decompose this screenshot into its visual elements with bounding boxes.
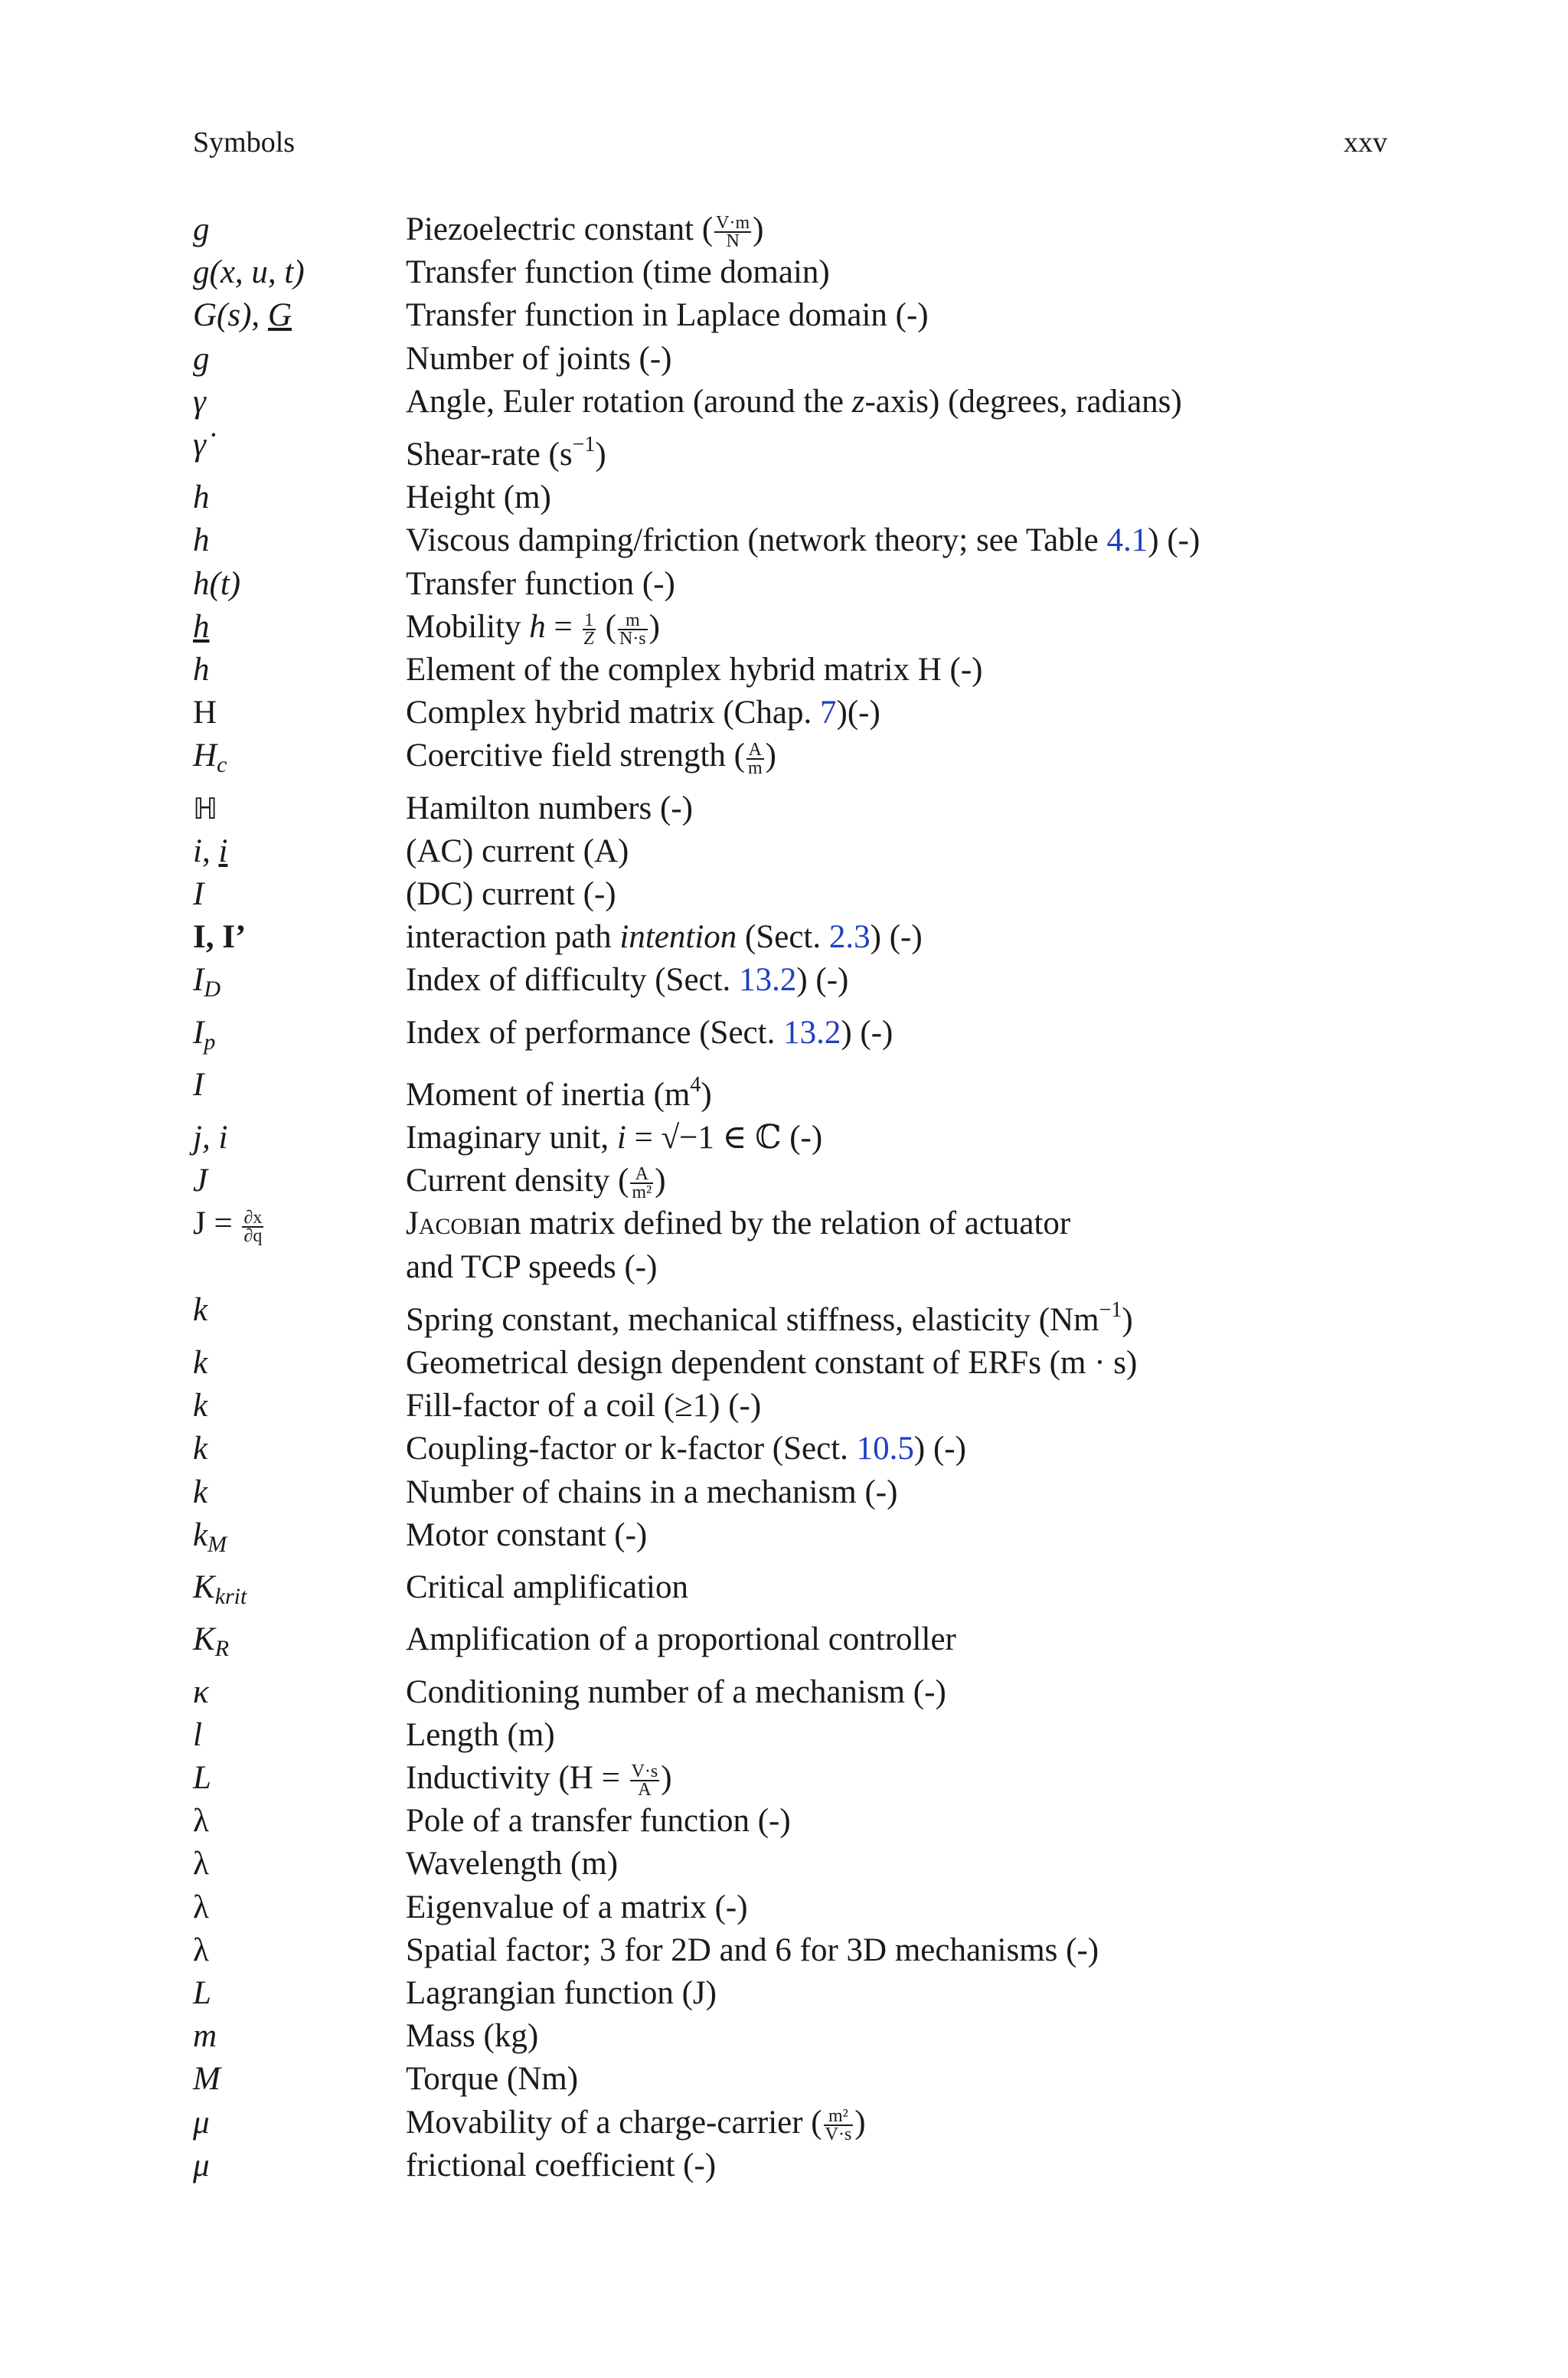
description: Mobility h = $\frac{1}{Z}$ ( $\frac{m}{N\cdot s}$ ) [406,608,660,649]
description: Moment of inertia $(m^4)$ [406,1072,712,1113]
description: Index of performance (Sect. 13.2) (-) [406,1014,893,1051]
description: Shear-rate $(s^{-1})$ [406,433,606,473]
description: Lagrangian function (J) [406,1974,717,2011]
description: Current density ( $\frac{A}{\text{m²}}$ ) [406,1163,666,1203]
description: Number of joints (-) [406,340,672,377]
symbol: h [193,479,210,516]
symbol: h(t) [193,565,241,602]
symbol: J [193,1163,208,1199]
symbol-row [193,1064,1387,1117]
symbol: I, I’ [193,919,247,956]
symbol-row [193,1160,1387,1202]
description: Hamilton numbers (-) [406,790,693,826]
description: Torque (Nm) [406,2061,579,2098]
symbol: h [193,522,210,559]
description: Imaginary unit, i = √−1 ∈ ℂ (-) [406,1120,823,1156]
symbol: g [193,211,210,247]
symbol-row [193,2144,1387,2187]
symbol: j, i [193,1120,228,1156]
symbol-row [193,1972,1387,2015]
description: Wavelength (m) [406,1846,619,1882]
symbol: h [193,652,210,689]
description: Coercitive field strength ( $\frac{A}{m}$ ) [406,738,776,778]
page-number: xxv [1344,126,1387,159]
symbol: k [193,1291,208,1328]
description: Complex hybrid matrix (Chap. 7)(-) [406,695,880,731]
symbol-row [193,1843,1387,1886]
symbol-row [193,1929,1387,1972]
symbol-row [193,1289,1387,1342]
description: Movability of a charge-carrier ( $\frac{\text{m²}}{V\cdot s}$ ) [406,2104,866,2144]
symbol-row [193,1428,1387,1470]
symbol-row [193,1566,1387,1618]
fraction: $\frac{A}{\text{m²}}$ [632,1164,652,1203]
symbol-row [193,294,1387,337]
description: and TCP speeds (-) [406,1248,658,1285]
symbol-row [193,787,1387,830]
fraction: $\frac{A}{m}$ [748,739,763,778]
symbol-row [193,2015,1387,2058]
cross-reference-link[interactable]: 4.1 [1106,522,1148,559]
fraction: $\frac{m}{N\cdot s}$ [619,610,646,649]
symbol-row [193,606,1387,649]
symbol: k [193,1388,208,1425]
symbol-row [193,251,1387,294]
symbol-row [193,734,1387,787]
symbol: L [193,1759,211,1796]
symbol-row [193,1342,1387,1385]
description: Spatial factor; 3 for 2D and 6 for 3D mechanisms (-) [406,1932,1099,1968]
description: (AC) current (A) [406,832,629,869]
symbol: γ [193,383,206,420]
symbol-row [193,381,1387,424]
description: Number of chains in a mechanism (-) [406,1474,898,1510]
description: Critical amplification [406,1569,688,1606]
description: frictional coefficient (-) [406,2147,717,2183]
symbol-row [193,2058,1387,2101]
description: (DC) current (-) [406,876,616,913]
symbol-row [193,1012,1387,1064]
symbol: i, i [193,832,228,869]
description: Conditioning number of a mechanism (-) [406,1673,946,1710]
symbol: m [193,2018,217,2055]
description: Spring constant, mechanical stiffness, elasticity $(Nm^{-1})$ [406,1297,1133,1338]
symbol-row [193,692,1387,734]
symbol: μ [193,2104,210,2141]
description: Angle, Euler rotation (around the z-axis) (degrees, radians) [406,383,1182,420]
fraction: $\frac{\text{m²}}{V\cdot s}$ [825,2105,852,2144]
symbol: κ [193,1673,209,1710]
symbol-row [193,1714,1387,1757]
symbol: γ̇ [193,427,206,463]
fraction: $\frac{1}{Z}$ [583,610,594,649]
symbol: k [193,1474,208,1510]
symbol: μ [193,2147,210,2183]
description: Transfer function in Laplace domain (-) [406,297,929,334]
symbol-row [193,1385,1387,1428]
symbol-row [193,830,1387,873]
symbol: $K_{krit}$ [193,1569,247,1610]
description: Transfer function (time domain) [406,254,830,291]
symbol: $K_R$ [193,1621,230,1662]
symbol: λ [193,1846,209,1882]
symbol-row [193,873,1387,916]
description: Piezoelectric constant ( $\frac{V\cdot m}{N}$ ) [406,211,764,252]
description: Geometrical design dependent constant of ERFs (m · s) [406,1345,1138,1382]
symbol: h [193,608,210,645]
symbol-row [193,2102,1387,2144]
symbol: $I_p$ [193,1014,216,1055]
symbol-row [193,1471,1387,1514]
symbol-row [193,916,1387,959]
symbol: J = $\frac{\partial x}{\partial q}$ [193,1205,263,1246]
description: Amplification of a proportional controller [406,1621,956,1658]
symbol: H [193,695,217,731]
symbol: I [193,876,204,913]
cross-reference-link[interactable]: 13.2 [739,962,797,999]
symbol-row [193,1514,1387,1566]
cross-reference-link[interactable]: 7 [820,695,837,731]
symbol-row [193,1246,1387,1289]
symbol-row [193,1757,1387,1800]
symbol: λ [193,1932,209,1968]
description: Height (m) [406,479,551,516]
symbol: l [193,1716,202,1753]
symbol: λ [193,1803,209,1840]
symbol: k [193,1431,208,1467]
description: Jacobian matrix defined by the relation of actuator [406,1205,1071,1242]
symbol-row [193,1800,1387,1843]
symbol-row [193,649,1387,692]
symbol-row [193,208,1387,251]
symbol: $H_c$ [193,738,227,778]
symbol-row [193,1618,1387,1670]
description: Inductivity (H = $\frac{V\cdot s}{A}$ ) [406,1759,672,1801]
description: Viscous damping/friction (network theory; see Table 4.1) (-) [406,522,1200,559]
symbol-row [193,959,1387,1011]
fraction: $\frac{V\cdot s}{A}$ [631,1761,658,1801]
symbol: $I_D$ [193,962,220,1003]
symbol: g(x, u, t) [193,254,305,291]
symbol: $k_M$ [193,1516,227,1557]
symbol-row [193,1886,1387,1929]
symbol: g [193,340,210,377]
cross-reference-link[interactable]: 2.3 [828,919,871,956]
symbol: ℍ [193,791,218,826]
description: Transfer function (-) [406,565,675,602]
description: Motor constant (-) [406,1516,648,1553]
symbol: I [193,1066,204,1103]
cross-reference-link[interactable]: 10.5 [856,1431,914,1467]
symbol-row [193,1671,1387,1714]
description: Coupling-factor or k-factor (Sect. 10.5) (-) [406,1431,966,1467]
symbol-row [193,476,1387,519]
symbol-row [193,519,1387,562]
symbol-row [193,1202,1387,1245]
fraction: $\frac{\partial x}{\partial q}$ [243,1207,263,1246]
description: Fill-factor of a coil (≥1) (-) [406,1388,762,1425]
symbol: L [193,1974,211,2011]
description: Element of the complex hybrid matrix H (-) [406,652,983,689]
description: Mass (kg) [406,2018,539,2055]
description: interaction path intention (Sect. 2.3) (-) [406,919,923,956]
symbol: λ [193,1889,209,1925]
symbol-row [193,563,1387,606]
symbol-row [193,338,1387,381]
running-title: Symbols [193,126,296,159]
description: Index of difficulty (Sect. 13.2) (-) [406,962,849,999]
symbol: G(s), G [193,297,292,334]
symbol-row [193,424,1387,476]
fraction: $\frac{V\cdot m}{N}$ [716,213,750,252]
symbol: k [193,1345,208,1382]
description: Eigenvalue of a matrix (-) [406,1889,748,1925]
cross-reference-link[interactable]: 13.2 [783,1014,841,1051]
symbol-row [193,1117,1387,1160]
symbol: M [193,2061,220,2098]
description: Pole of a transfer function (-) [406,1803,791,1840]
description: Length (m) [406,1716,555,1753]
symbols-table [193,208,1387,2187]
